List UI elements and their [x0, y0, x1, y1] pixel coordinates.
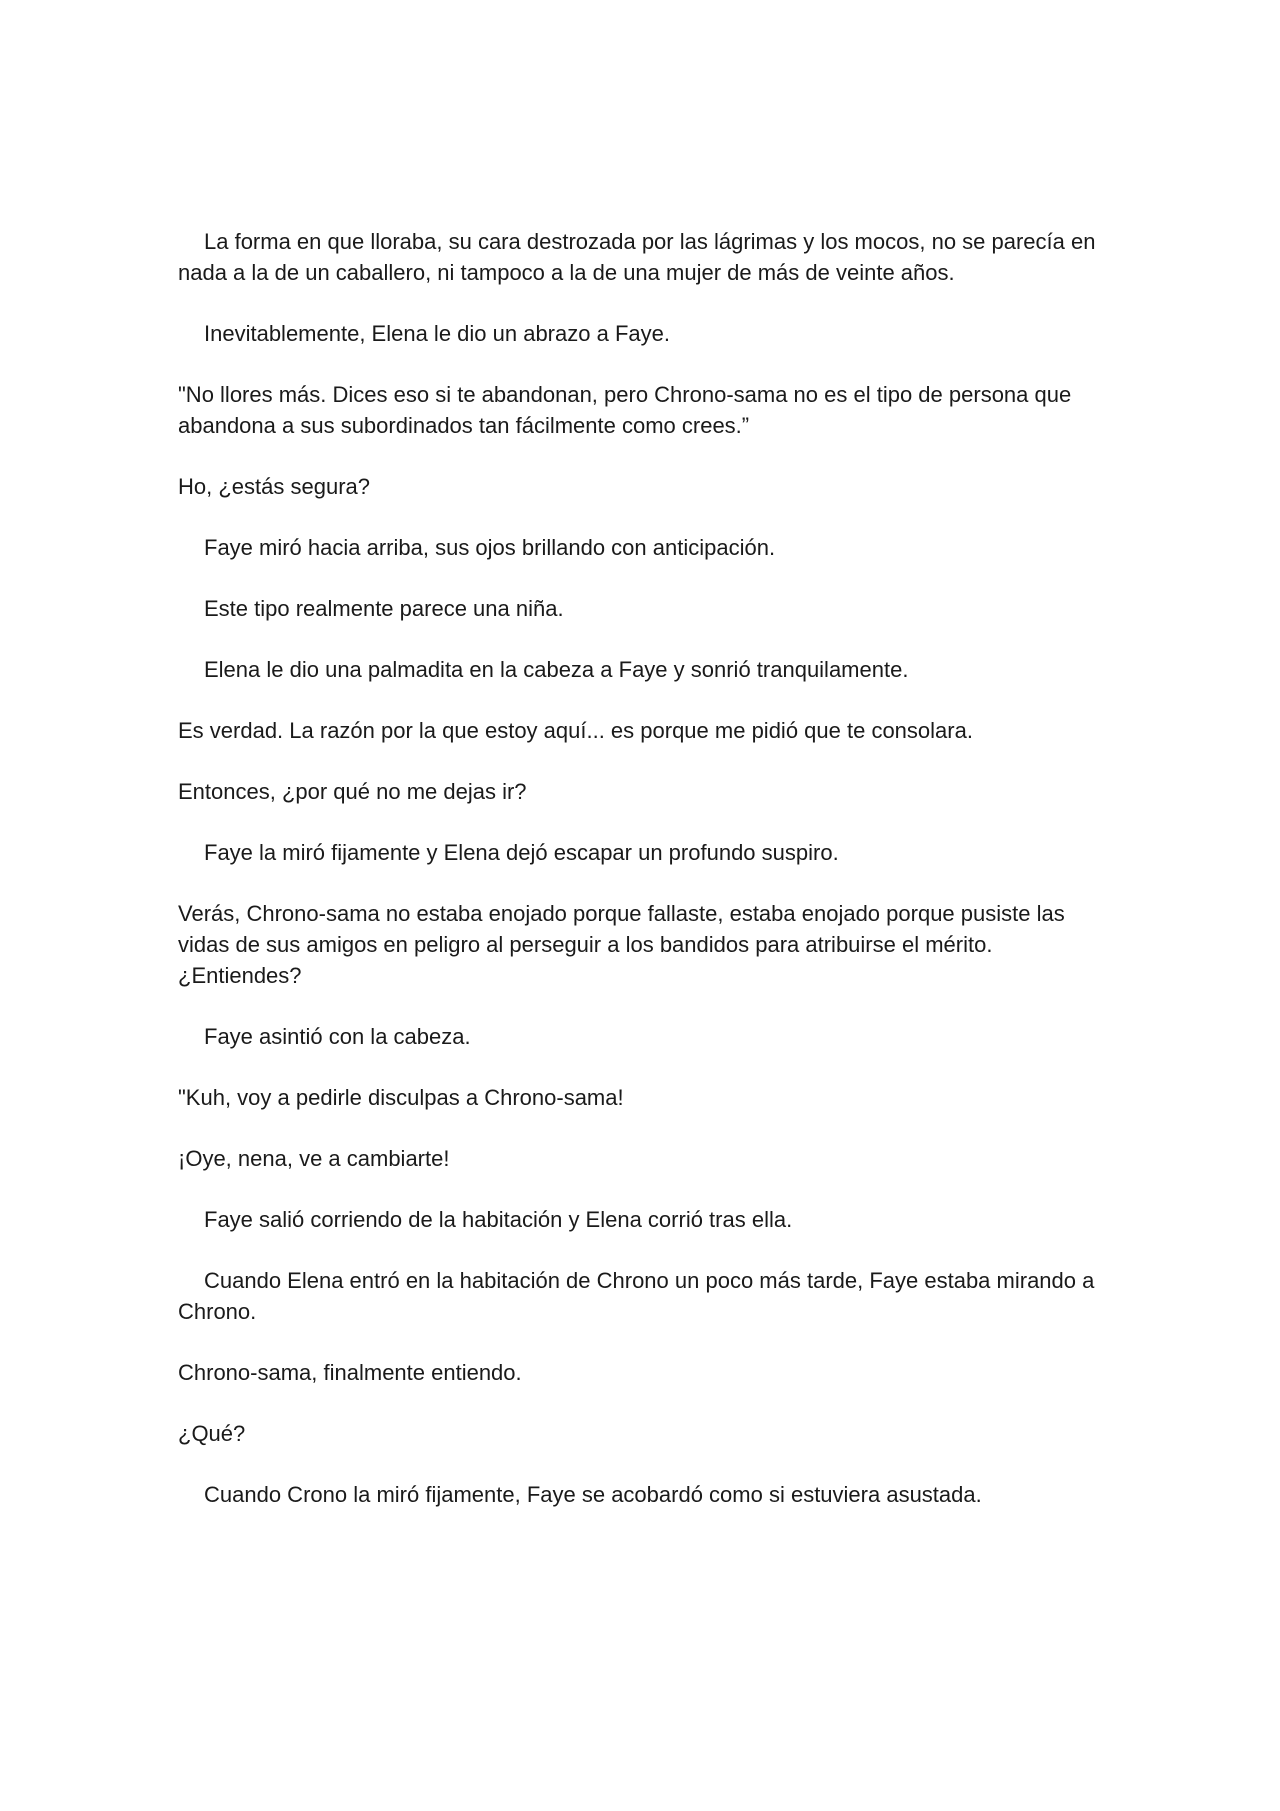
paragraph: Es verdad. La razón por la que estoy aquí... es porque me pidió que te consolara. — [178, 718, 973, 743]
paragraph: Elena le dio una palmadita en la cabeza a Faye y sonrió tranquilamente. — [204, 657, 909, 682]
paragraph: Faye miró hacia arriba, sus ojos brillando con anticipación. — [204, 535, 776, 560]
paragraph: Entonces, ¿por qué no me dejas ir? — [178, 779, 527, 804]
paragraph: Chrono-sama, finalmente entiendo. — [178, 1360, 522, 1385]
paragraph: Este tipo realmente parece una niña. — [204, 596, 564, 621]
paragraph: Cuando Crono la miró fijamente, Faye se acobardó como si estuviera asustada. — [204, 1482, 982, 1507]
paragraph: Faye la miró fijamente y Elena dejó escapar un profundo suspiro. — [204, 840, 839, 865]
paragraph: ¡Oye, nena, ve a cambiarte! — [178, 1146, 450, 1171]
paragraph: Faye asintió con la cabeza. — [204, 1024, 471, 1049]
paragraph: "Kuh, voy a pedirle disculpas a Chrono-sama! — [178, 1085, 624, 1110]
paragraph: Ho, ¿estás segura? — [178, 474, 370, 499]
paragraph: Verás, Chrono-sama no estaba enojado porque fallaste, estaba enojado porque pusiste las vidas de sus amigos en peligro al perseguir a los bandidos para atribuirse el mérito. ¿Entiendes? — [178, 901, 1065, 988]
paragraph: Inevitablemente, Elena le dio un abrazo a Faye. — [204, 321, 670, 346]
paragraph: ¿Qué? — [178, 1421, 246, 1446]
paragraph: "No llores más. Dices eso si te abandonan, pero Chrono-sama no es el tipo de persona que abandona a sus subordinados tan fácilmente como crees.” — [178, 382, 1072, 438]
paragraph: Cuando Elena entró en la habitación de Chrono un poco más tarde, Faye estaba mirando a Chrono. — [178, 1268, 1095, 1324]
paragraph: La forma en que lloraba, su cara destrozada por las lágrimas y los mocos, no se parecía en nada a la de un caballero, ni tampoco a la de una mujer de más de veinte años. — [178, 229, 1096, 285]
paragraph: Faye salió corriendo de la habitación y Elena corrió tras ella. — [204, 1207, 793, 1232]
document-body — [178, 226, 1118, 1540]
